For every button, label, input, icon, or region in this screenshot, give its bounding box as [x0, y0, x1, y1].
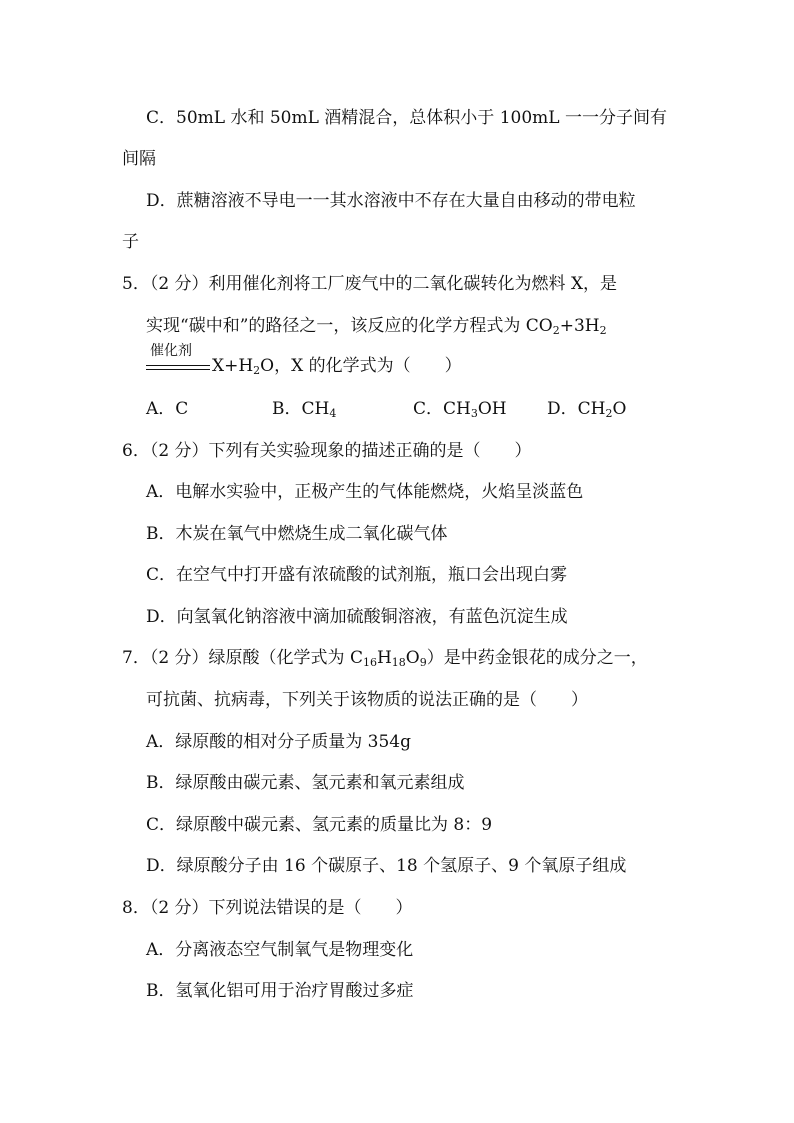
- q5-option-c-text-b: OH: [477, 399, 507, 419]
- q5-option-b: [272, 398, 336, 420]
- q5-stem3-sub: 2: [253, 364, 261, 377]
- q5-option-d-text-b: O: [612, 399, 627, 419]
- q5-stem2-text-b: +3H: [559, 316, 600, 336]
- q7-sub-o: 9: [419, 656, 427, 669]
- q4-option-d-line2: 子: [122, 232, 139, 252]
- q7-stem-line1: [122, 647, 648, 669]
- q5-stem2-sub1: 2: [552, 324, 560, 337]
- q7-option-d: D．绿原酸分子由 16 个碳原子、18 个氢原子、9 个氧原子组成: [146, 856, 627, 876]
- q5-option-d-sub: 2: [605, 407, 613, 420]
- q8-option-a: A．分离液态空气制氧气是物理变化: [146, 940, 414, 960]
- q5-stem3-text-b: O，X 的化学式为（ ）: [260, 356, 462, 376]
- q6-option-a: A．电解水实验中，正极产生的气体能燃烧，火焰呈淡蓝色: [146, 482, 584, 502]
- q7-stem-line2: 可抗菌、抗病毒，下列关于该物质的说法正确的是（ ）: [146, 690, 588, 710]
- q7-h: H: [376, 648, 392, 668]
- catalyst-label: 催化剂: [150, 343, 192, 359]
- q5-option-b-sub: 4: [329, 407, 337, 420]
- q7-sub-h: 18: [391, 656, 406, 669]
- q7-stem1-text: 7．（2 分）绿原酸（化学式为 C: [122, 648, 363, 668]
- q6-option-b: B．木炭在氧气中燃烧生成二氧化碳气体: [146, 524, 448, 544]
- q4-option-d-line1: D．蔗糖溶液不导电一一其水溶液中不存在大量自由移动的带电粒: [146, 191, 636, 211]
- q7-sub-c: 16: [362, 656, 377, 669]
- q7-o: O: [405, 648, 420, 668]
- equals-sign-bottom: [146, 369, 210, 370]
- q4-option-c-line1: C．50mL 水和 50mL 酒精混合，总体积小于 100mL 一一分子间有: [146, 108, 667, 128]
- q7-option-c: C．绿原酸中碳元素、氢元素的质量比为 8：9: [146, 815, 493, 835]
- q5-option-c-text: C．CH: [413, 399, 471, 419]
- q7-option-b: B．绿原酸由碳元素、氢元素和氧元素组成: [146, 773, 465, 793]
- q8-stem: 8．（2 分）下列说法错误的是（ ）: [122, 898, 413, 918]
- q5-option-a: A．C: [146, 399, 189, 419]
- q6-option-c: C．在空气中打开盛有浓硫酸的试剂瓶，瓶口会出现白雾: [146, 565, 568, 585]
- q5-option-b-text: B．CH: [272, 399, 330, 419]
- q5-stem-line1: 5．（2 分）利用催化剂将工厂废气中的二氧化碳转化为燃料 X，是: [122, 274, 618, 294]
- reaction-condition: [146, 343, 210, 373]
- q5-stem-line2: [146, 315, 607, 337]
- q5-option-c: [413, 398, 507, 420]
- q7-stem1-text-b: ）是中药金银花的成分之一，: [426, 648, 648, 668]
- q5-option-c-sub: 3: [470, 407, 478, 420]
- q4-option-c-line2: 间隔: [122, 149, 156, 169]
- q6-option-d: D．向氢氧化钠溶液中滴加硫酸铜溶液，有蓝色沉淀生成: [146, 607, 568, 627]
- equals-sign-top: [146, 365, 210, 366]
- q5-option-d-text: D．CH: [547, 399, 606, 419]
- q5-stem-line3: [212, 355, 462, 377]
- q8-option-b: B．氢氧化铝可用于治疗胃酸过多症: [146, 981, 414, 1001]
- q5-stem2-text: 实现“碳中和”的路径之一，该反应的化学方程式为 CO: [146, 316, 553, 336]
- q5-stem3-text: X+H: [212, 356, 254, 376]
- q7-option-a: A．绿原酸的相对分子质量为 354g: [146, 732, 412, 752]
- q5-option-d: [547, 398, 626, 420]
- q5-stem2-sub2: 2: [599, 324, 607, 337]
- q6-stem: 6．（2 分）下列有关实验现象的描述正确的是（ ）: [122, 441, 532, 461]
